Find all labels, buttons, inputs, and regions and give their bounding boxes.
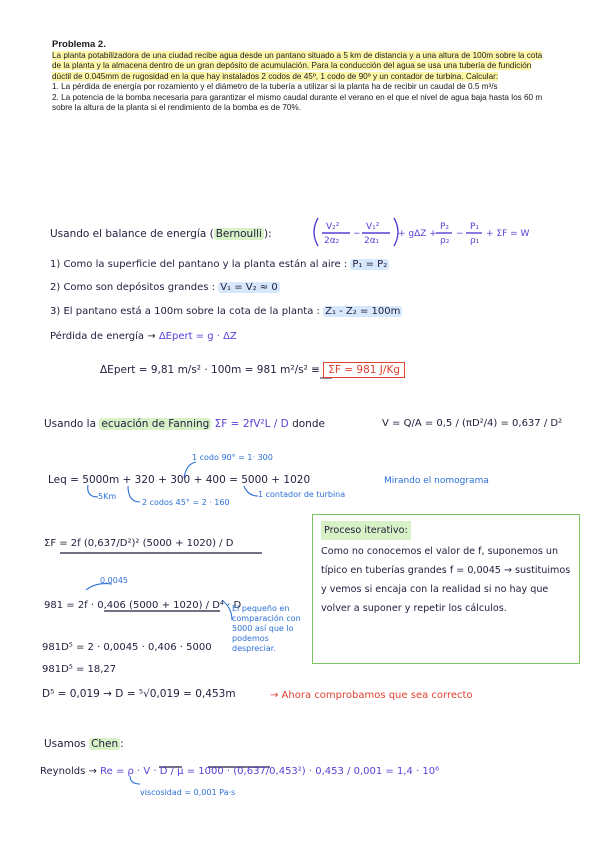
note-line-1: 1) Como la superficie del pantano y la planta están al aire : P₁ = P₂ [50, 259, 388, 270]
problem-body: La planta potabilizadora de una ciudad recibe agua desde un pantano situado a 5 km de distancia y a una altura de 100m sobre la cota de la planta y la almacena dentro de un gran depósito de acumulación. Para la conducción del agua se usa una tubería de fundición dúctil de 0.045mm de rugosidad en la que hay instalados 2 codos de 45º, 1 codo de 90º y un contador de turbina. Calcular: [52, 50, 543, 81]
perdida-line: Pérdida de energía → ΔEpert = g · ΔZ [50, 331, 237, 342]
sum-f-equation: ΣF = 2f (0,637/D²)² (5000 + 1020) / D [44, 538, 234, 549]
viscosidad-note: viscosidad = 0,001 Pa·s [140, 788, 236, 797]
box-title: Proceso iterativo: [321, 521, 411, 540]
eq-line-a: 981D⁵ = 2 · 0,0045 · 0,406 · 5000 [42, 642, 212, 653]
svg-text:V₁²: V₁² [366, 222, 380, 232]
leq-codos45: 2 codos 45° = 2 · 160 [142, 498, 230, 507]
problem-title: Problema 2. [52, 39, 106, 50]
svg-text:+ gΔZ +: + gΔZ + [398, 229, 437, 239]
svg-text:2α₂: 2α₂ [324, 236, 340, 246]
note-line-2: 2) Como son depósitos grandes : V₁ = V₂ ≈ 0 [50, 282, 278, 293]
pequeno-note: El pequeño en comparación con 5000 así que lo podemos despreciar. [232, 604, 301, 653]
svg-text:P₁: P₁ [470, 222, 480, 232]
iterative-process-box [312, 514, 580, 664]
velocity-equation: V = Q/A = 0,5 / (πD²/4) = 0,637 / D² [382, 418, 563, 429]
reynolds-line: Reynolds → Re = ρ · V · D / μ = 1000 · (0,637/0,453²) · 0,453 / 0,001 = 1,4 · 10⁶ [40, 766, 440, 777]
bernoulli-line: Usando el balance de energía ( Bernoulli ): [50, 228, 272, 240]
svg-text:+ ΣF = W: + ΣF = W [486, 229, 530, 239]
ahora-note: → Ahora comprobamos que sea correcto [270, 690, 473, 701]
note-line-3: 3) El pantano está a 100m sobre la cota de la planta : Z₁ - Z₂ = 100m [50, 306, 401, 317]
leq-codo90: 1 codo 90° = 1· 300 [192, 453, 273, 462]
fanning-line: Usando la ecuación de Fanning ΣF = 2fV²L / D donde [44, 418, 325, 430]
svg-text:V₂²: V₂² [326, 222, 340, 232]
question-1: 1. La pérdida de energía por rozamiento y el diámetro de la tubería a utilizar si la planta ha de recibir un caudal de 0.5 m³/s [52, 82, 498, 91]
svg-text:2α₁: 2α₁ [364, 236, 380, 246]
eq-line-b: 981D⁵ = 18,27 [42, 664, 117, 675]
leq-equation: Leq = 5000m + 320 + 300 + 400 = 5000 + 1020 [48, 474, 311, 486]
eq-981: 981 = 2f · 0,406 (5000 + 1020) / D⁴ · D [44, 600, 242, 611]
svg-text:P₂: P₂ [440, 222, 450, 232]
leq-5km: 5Km [98, 492, 117, 501]
svg-text:−: − [456, 229, 464, 239]
nomograma-note: Mirando el nomograma [384, 476, 489, 486]
svg-text:ρ₁: ρ₁ [470, 236, 480, 246]
leq-contador: 1 contador de turbina [258, 490, 346, 499]
chen-line: Usamos Chen : [44, 738, 124, 750]
box-text: Como no conocemos el valor de f, suponemos un típico en tuberías grandes f = 0,0045 → sustituimos y vemos si encaja con la realidad si no hay que volver a suponer y repetir los cálculos. [321, 546, 571, 614]
delta-e-result: ΣF = 981 J/Kg [323, 362, 405, 378]
svg-text:ρ₂: ρ₂ [440, 236, 450, 246]
eq-line-c: D⁵ = 0,019 → D = ⁵√0,019 = 0,453m [42, 688, 236, 700]
question-2: 2. La potencia de la bomba necesaria para garantizar el mismo caudal durante el verano en el que el nivel de agua baja hasta los 60 m sobre la altura de la planta si el rendimiento de la bomba es de 70%. [52, 92, 543, 112]
svg-text:−: − [353, 229, 361, 239]
f-guess-note: 0,0045 [100, 576, 128, 585]
delta-e-equation: ΔEpert = 9,81 m/s² · 100m = 981 m²/s² ≡ ΣF = 981 J/Kg [100, 364, 405, 376]
